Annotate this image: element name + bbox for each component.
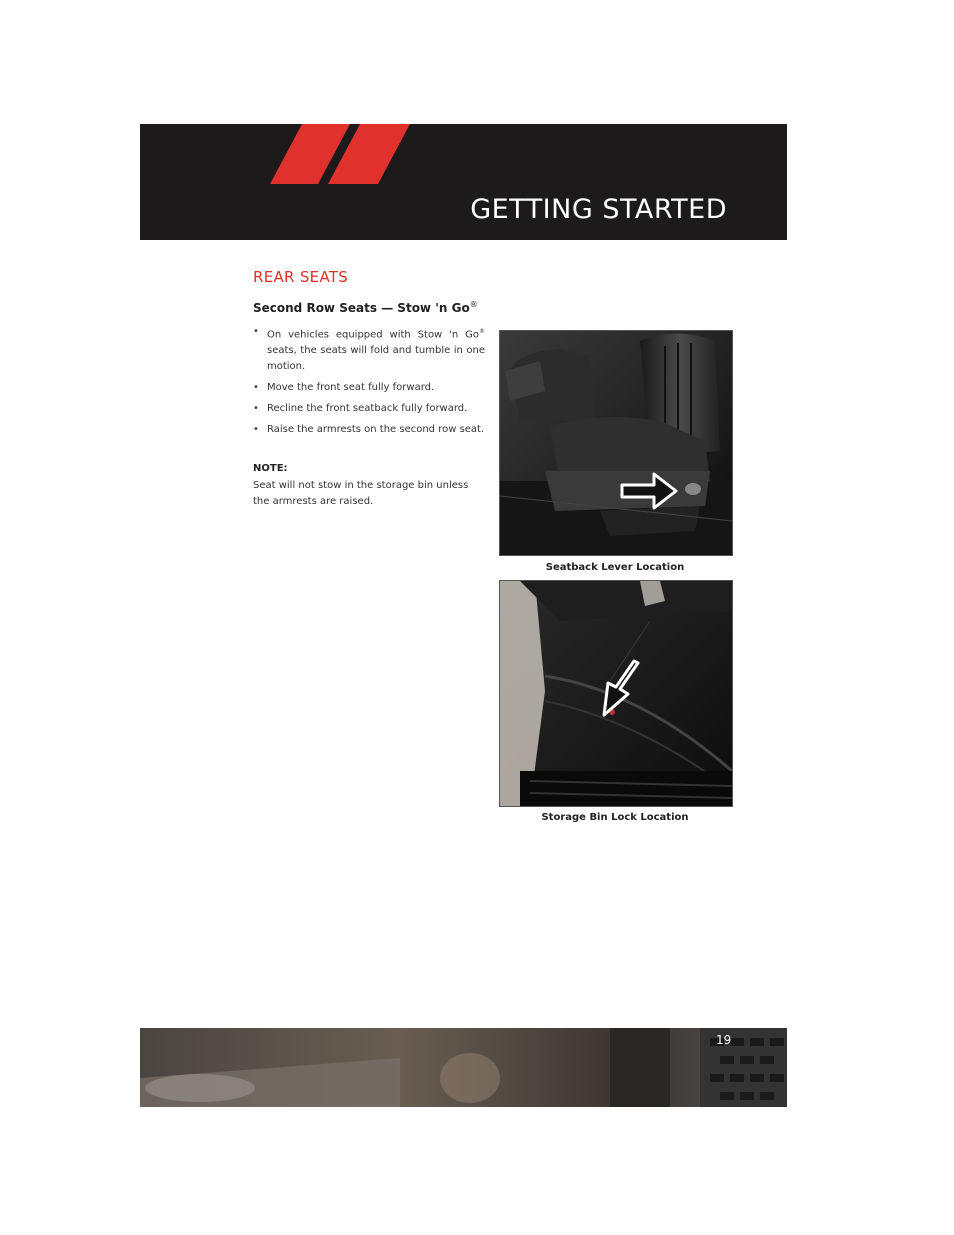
note-label: NOTE:: [253, 463, 288, 474]
page-number: 19: [716, 1033, 732, 1047]
list-item-text-continued: seats, the seats will fold and tumble in one motion.: [267, 345, 485, 373]
seatback-lever-photo: [499, 330, 733, 556]
instruction-list: [253, 324, 485, 443]
list-item: • Move the front seat fully forward.: [253, 380, 485, 396]
chapter-header: [140, 124, 787, 240]
list-item: [253, 324, 485, 375]
figure-caption: Seatback Lever Location: [545, 562, 685, 573]
subsection-title: [253, 300, 478, 315]
seat-illustration: [500, 331, 732, 555]
arrow-icon: [620, 471, 680, 511]
registered-mark: ®: [469, 300, 478, 309]
brand-stripes-logo: [270, 124, 420, 184]
subsection-title-text: Second Row Seats — Stow 'n Go: [253, 301, 470, 315]
section-title: REAR SEATS: [253, 268, 349, 286]
list-item-text: On vehicles equipped with Stow 'n Go: [267, 329, 479, 341]
footer-band: [140, 1028, 787, 1107]
storage-bin-lock-photo: [499, 580, 733, 807]
registered-mark: ®: [479, 328, 485, 335]
footer-background-image: [140, 1028, 787, 1107]
chapter-title: GETTING STARTED: [470, 194, 727, 225]
note-text: Seat will not stow in the storage bin unless the armrests are raised.: [253, 480, 469, 507]
list-item: • Recline the front seatback fully forward.: [253, 401, 485, 417]
figure-caption: Storage Bin Lock Location: [541, 812, 689, 823]
arrow-icon: [598, 659, 648, 719]
list-item: • Raise the armrests on the second row seat.: [253, 422, 485, 438]
